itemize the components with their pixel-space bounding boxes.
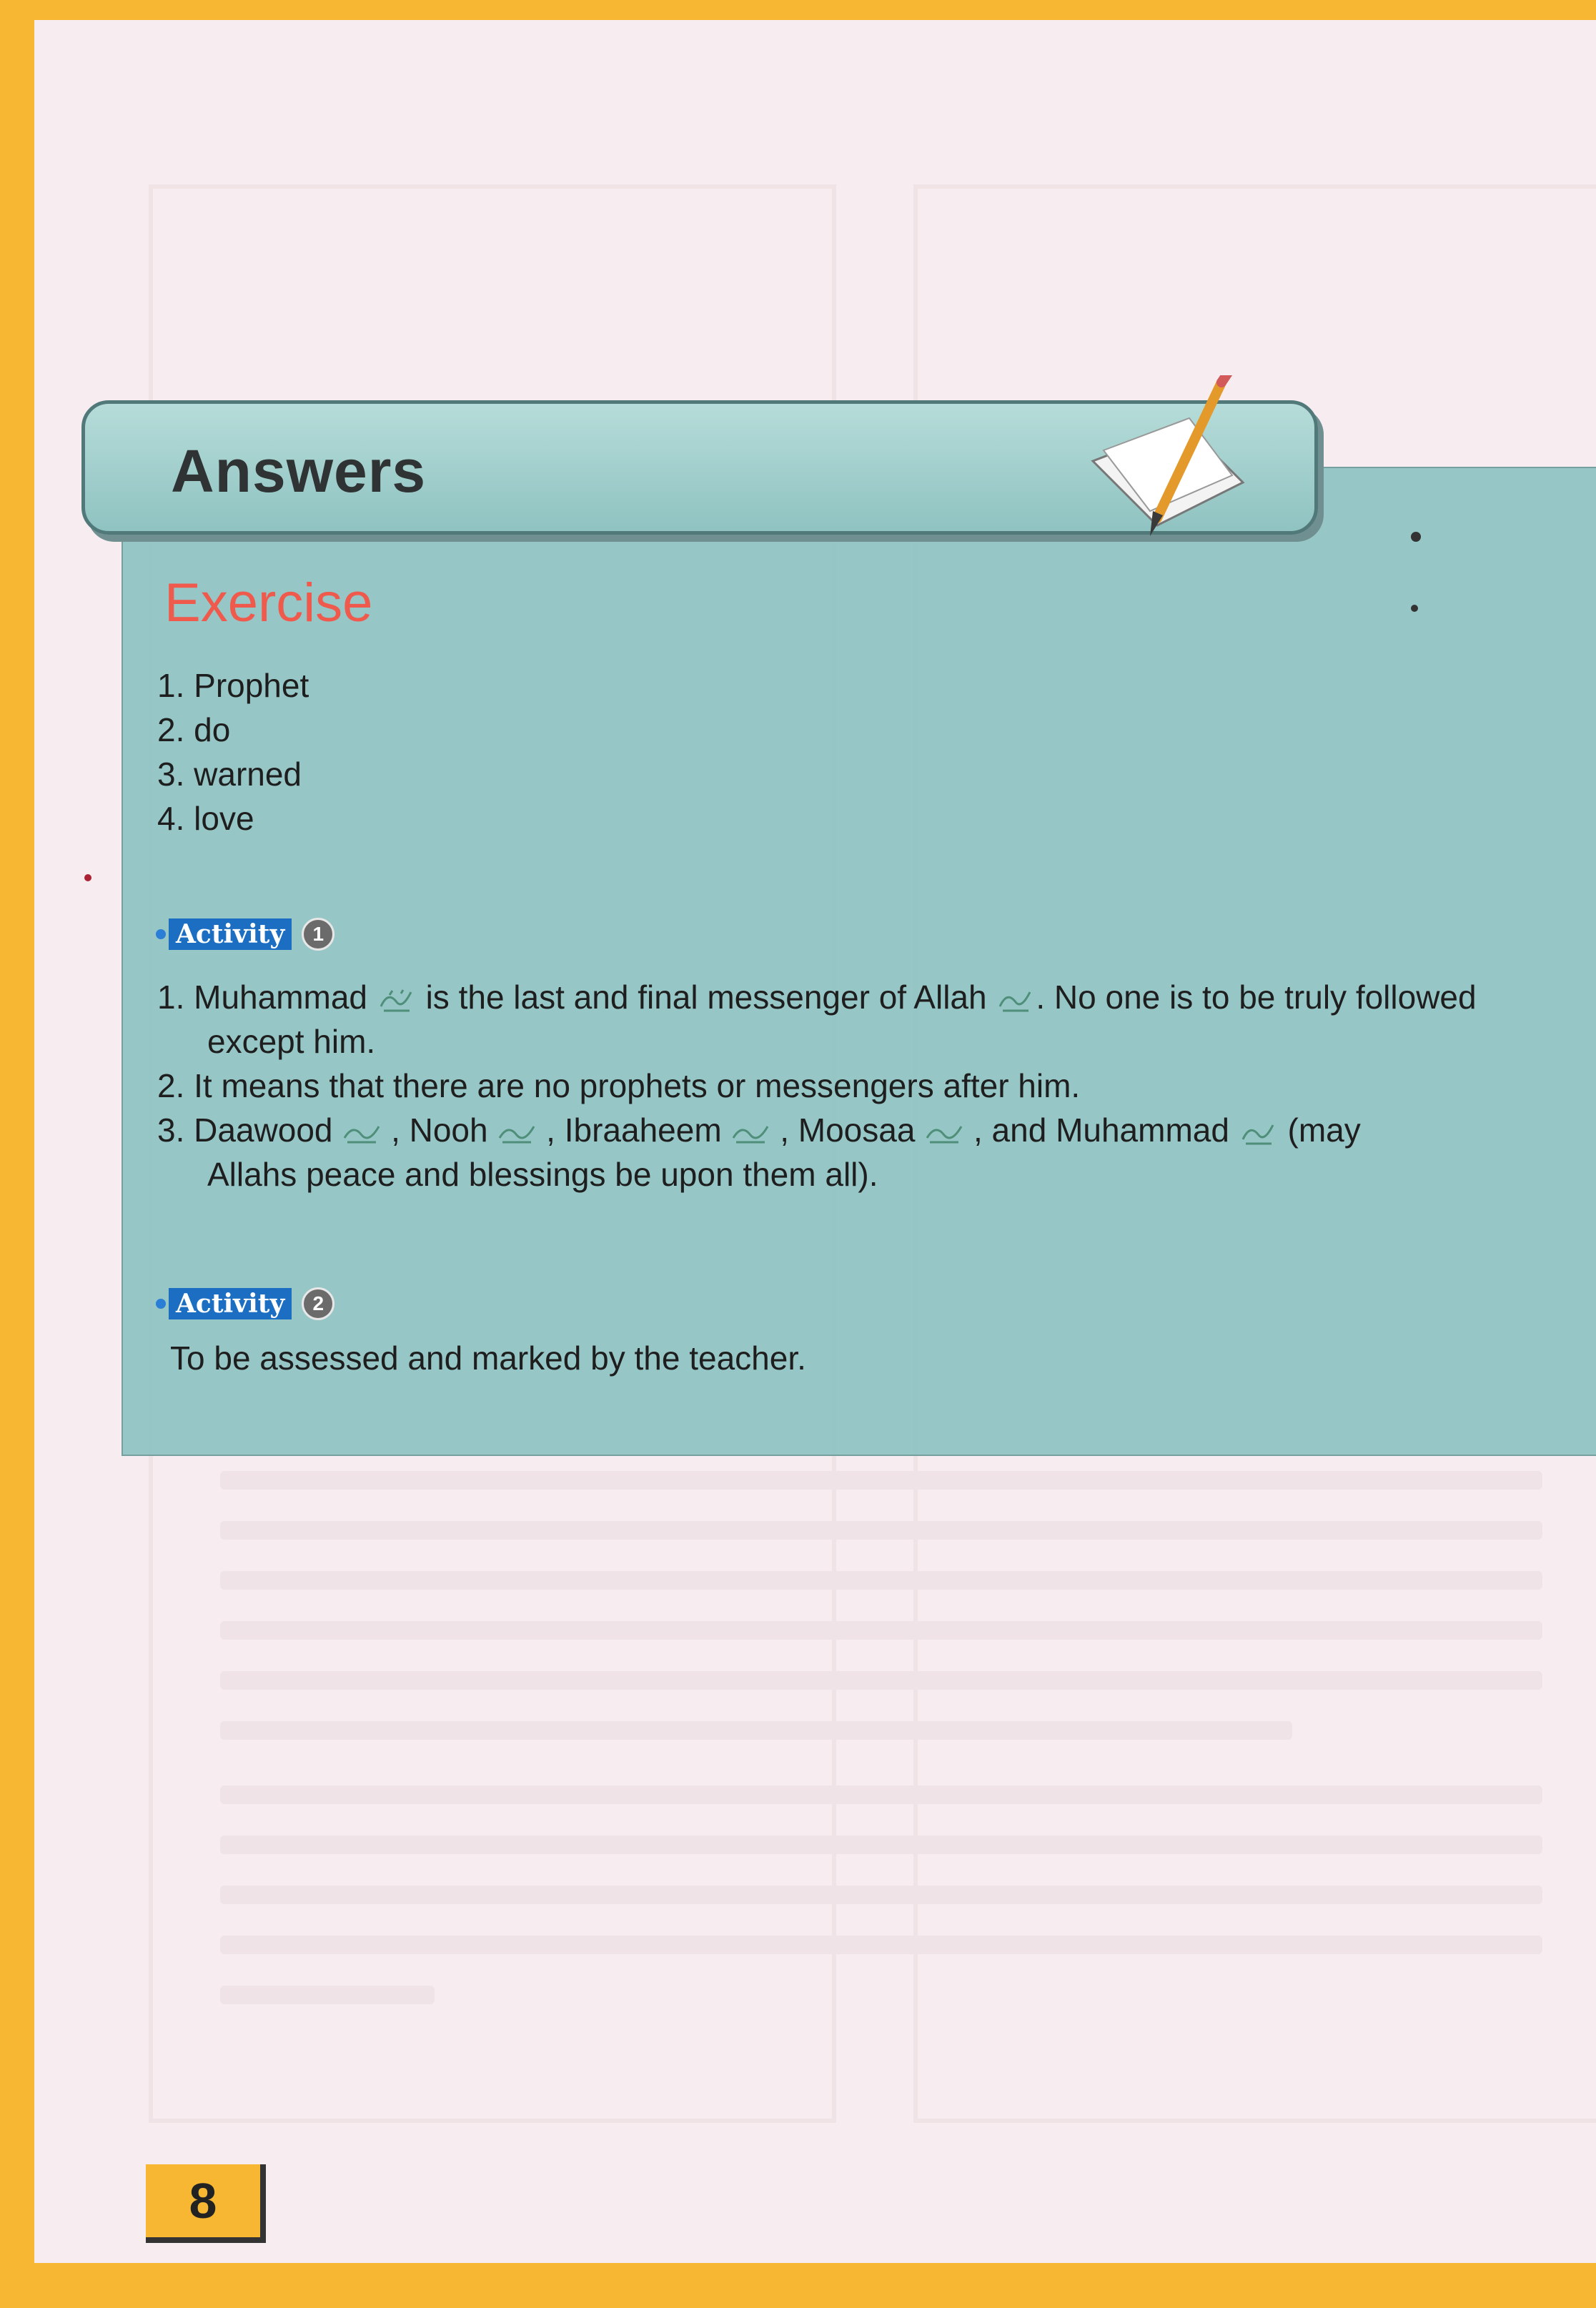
list-item: 1. Prophet [157, 667, 309, 704]
answer-text: 3. Daawood [157, 1111, 333, 1149]
honorific-glyph-icon [497, 1118, 537, 1148]
honorific-glyph-icon [730, 1118, 770, 1148]
activity1-answer-2: 2. It means that there are no prophets or messengers after him. [157, 1067, 1081, 1104]
activity-number-badge: 1 [302, 918, 334, 951]
honorific-glyph-icon [996, 985, 1036, 1015]
activity-2-heading [156, 1287, 334, 1320]
answer-text: (may [1287, 1111, 1361, 1149]
bullet-dot-icon [156, 1299, 166, 1309]
honorific-glyph-icon [1239, 1118, 1279, 1148]
bullet-dot-icon [156, 929, 166, 939]
page-number-box [146, 2164, 266, 2243]
activity-number-badge: 2 [302, 1287, 334, 1320]
answer-text: , Ibraaheem [546, 1111, 722, 1149]
honorific-glyph-icon [377, 985, 417, 1015]
activity1-answer-3-line2: Allahs peace and blessings be upon them all). [207, 1156, 878, 1193]
answers-header [81, 400, 1318, 535]
honorific-glyph-icon [342, 1118, 382, 1148]
answer-text: , and Muhammad [973, 1111, 1229, 1149]
list-item: 4. love [157, 800, 254, 837]
activity1-answer-1 [157, 975, 1477, 1019]
activity-label: Activity [169, 918, 292, 950]
stray-mark [1411, 532, 1421, 542]
activity-label: Activity [169, 1288, 292, 1319]
activity2-answer: To be assessed and marked by the teacher. [170, 1339, 806, 1377]
activity1-answer-1-line2: except him. [207, 1023, 376, 1060]
paper-pencil-icon [1079, 375, 1264, 547]
page [34, 20, 1596, 2263]
answers-title: Answers [171, 437, 427, 505]
list-item: 2. do [157, 711, 231, 748]
exercise-title: Exercise [164, 573, 373, 633]
stray-mark [1411, 605, 1418, 612]
answer-text: 1. Muhammad [157, 979, 368, 1016]
activity-1-heading [156, 918, 334, 951]
honorific-glyph-icon [924, 1118, 964, 1148]
stray-mark [84, 874, 91, 881]
page-number: 8 [189, 2173, 217, 2229]
answer-text: , Nooh [391, 1111, 488, 1149]
answer-text: , Moosaa [780, 1111, 916, 1149]
exercise-answer-list [157, 663, 309, 841]
answer-text: . No one is to be truly followed [1036, 979, 1477, 1016]
answer-text: is the last and final messenger of Allah [425, 979, 987, 1016]
list-item: 3. warned [157, 756, 302, 793]
activity1-answer-3 [157, 1108, 1361, 1152]
